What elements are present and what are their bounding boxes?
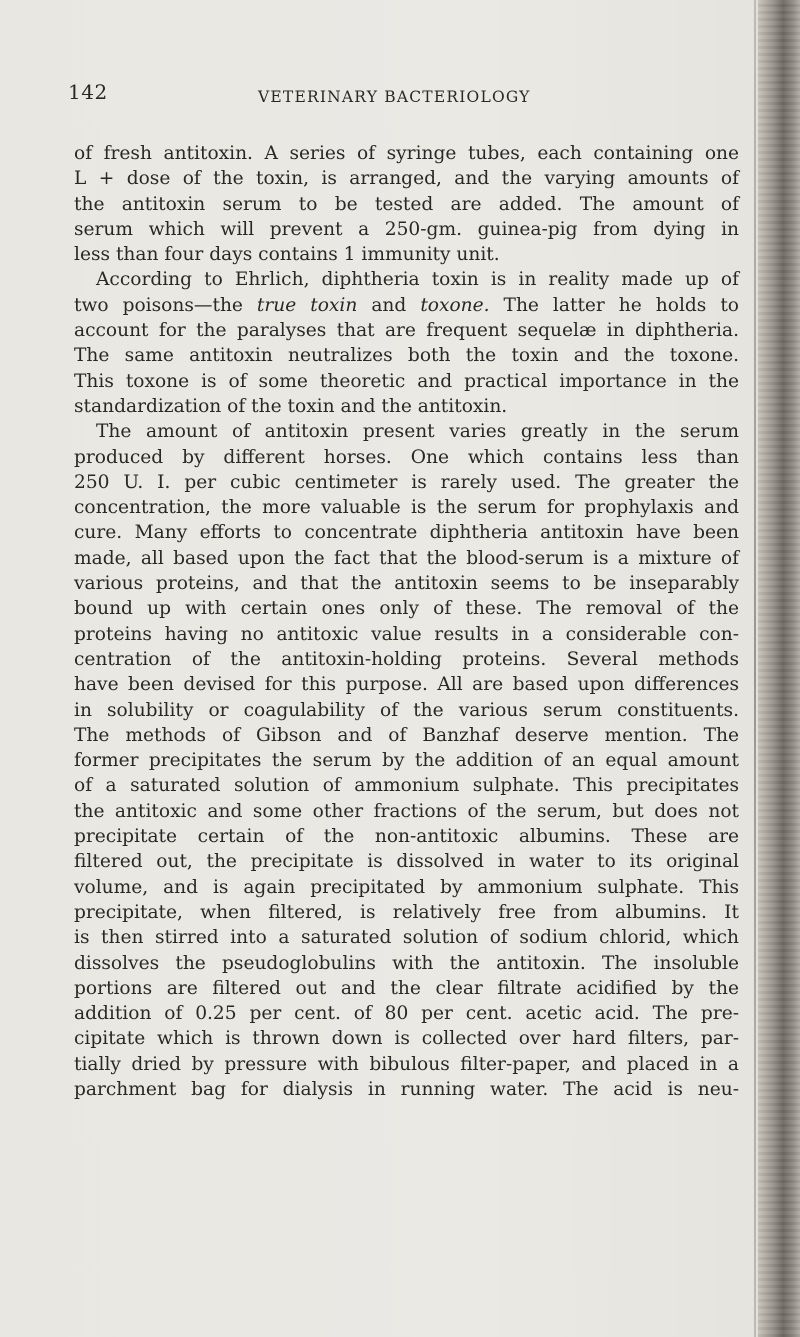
italic-term: true toxin — [256, 294, 358, 316]
text-line: is then stirred into a saturated solution of sodium chlorid, which — [74, 927, 739, 949]
page-gutter-line — [754, 0, 756, 1337]
text-line: L + dose of the toxin, is arranged, and the varying amounts of — [74, 168, 739, 190]
text-line: standardization of the toxin and the antitoxin. — [74, 395, 508, 417]
text-run: and — [357, 294, 421, 316]
text-run: The latter he holds to — [489, 294, 739, 316]
text-line: proteins having no antitoxic value results in a considerable con- — [74, 623, 739, 645]
text-line: in solubility or coagulability of the various serum constituents. — [74, 699, 739, 721]
text-line: produced by different horses. One which contains less than — [74, 446, 739, 468]
text-line — [74, 293, 739, 318]
text-line: various proteins, and that the antitoxin seems to be inseparably — [74, 573, 739, 595]
text-line: have been devised for this purpose. All are based upon differences — [74, 674, 739, 696]
text-line: tially dried by pressure with bibulous filter-paper, and placed in a — [74, 1053, 739, 1075]
text-line: parchment bag for dialysis in running water. The acid is neu- — [74, 1078, 739, 1100]
text-line: the antitoxin serum to be tested are added. The amount of — [74, 193, 739, 215]
text-line: of fresh antitoxin. A series of syringe tubes, each containing one — [74, 143, 739, 164]
text-line: precipitate, when filtered, is relatively free from albumins. It — [74, 901, 739, 923]
text-line: cipitate which is thrown down is collected over hard filters, par- — [74, 1028, 739, 1050]
book-edge-shadow — [758, 0, 800, 1337]
text-line: serum which will prevent a 250-gm. guinea-pig from dying in — [74, 218, 739, 240]
text-line: less than four days contains 1 immunity unit. — [74, 244, 500, 266]
text-line: precipitate certain of the non-antitoxic albumins. These are — [74, 826, 739, 848]
page-number: 142 — [68, 80, 108, 104]
italic-term: toxone. — [420, 294, 490, 316]
text-line: former precipitates the serum by the addition of an equal amount — [74, 750, 739, 772]
text-line: 250 U. I. per cubic centimeter is rarely used. The greater the — [74, 471, 739, 493]
text-line: dissolves the pseudoglobulins with the antitoxin. The insoluble — [74, 952, 739, 974]
text-line: made, all based upon the fact that the blood-serum is a mixture of — [74, 547, 739, 569]
text-line: concentration, the more valuable is the serum for prophylaxis and — [74, 497, 739, 519]
text-line: volume, and is again precipitated by ammonium sulphate. This — [74, 876, 739, 898]
text-line: This toxone is of some theoretic and practical importance in the — [74, 370, 739, 392]
text-line: centration of the antitoxin-holding proteins. Several methods — [74, 648, 739, 670]
text-line: filtered out, the precipitate is dissolved in water to its original — [74, 851, 739, 873]
running-head: VETERINARY BACTERIOLOGY — [258, 88, 531, 106]
text-line: addition of 0.25 per cent. of 80 per cent. acetic acid. The pre- — [74, 1003, 739, 1025]
text-line: The methods of Gibson and of Banzhaf deserve mention. The — [74, 724, 739, 746]
text-line: cure. Many efforts to concentrate diphtheria antitoxin have been — [74, 522, 739, 544]
text-line: of a saturated solution of ammonium sulphate. This precipitates — [74, 775, 739, 797]
text-line: portions are filtered out and the clear filtrate acidified by the — [74, 977, 739, 999]
text-line: account for the paralyses that are frequent sequelæ in diphtheria. — [74, 320, 739, 342]
text-line: According to Ehrlich, diphtheria toxin is in reality made up of — [96, 269, 739, 291]
body-text — [74, 141, 739, 1102]
text-line: the antitoxic and some other fractions of the serum, but does not — [74, 800, 739, 822]
text-line: The amount of antitoxin present varies greatly in the serum — [96, 421, 739, 443]
text-line: The same antitoxin neutralizes both the toxin and the toxone. — [74, 345, 739, 367]
text-line: bound up with certain ones only of these. The removal of the — [74, 598, 739, 620]
text-run: two poisons—the — [74, 294, 257, 316]
